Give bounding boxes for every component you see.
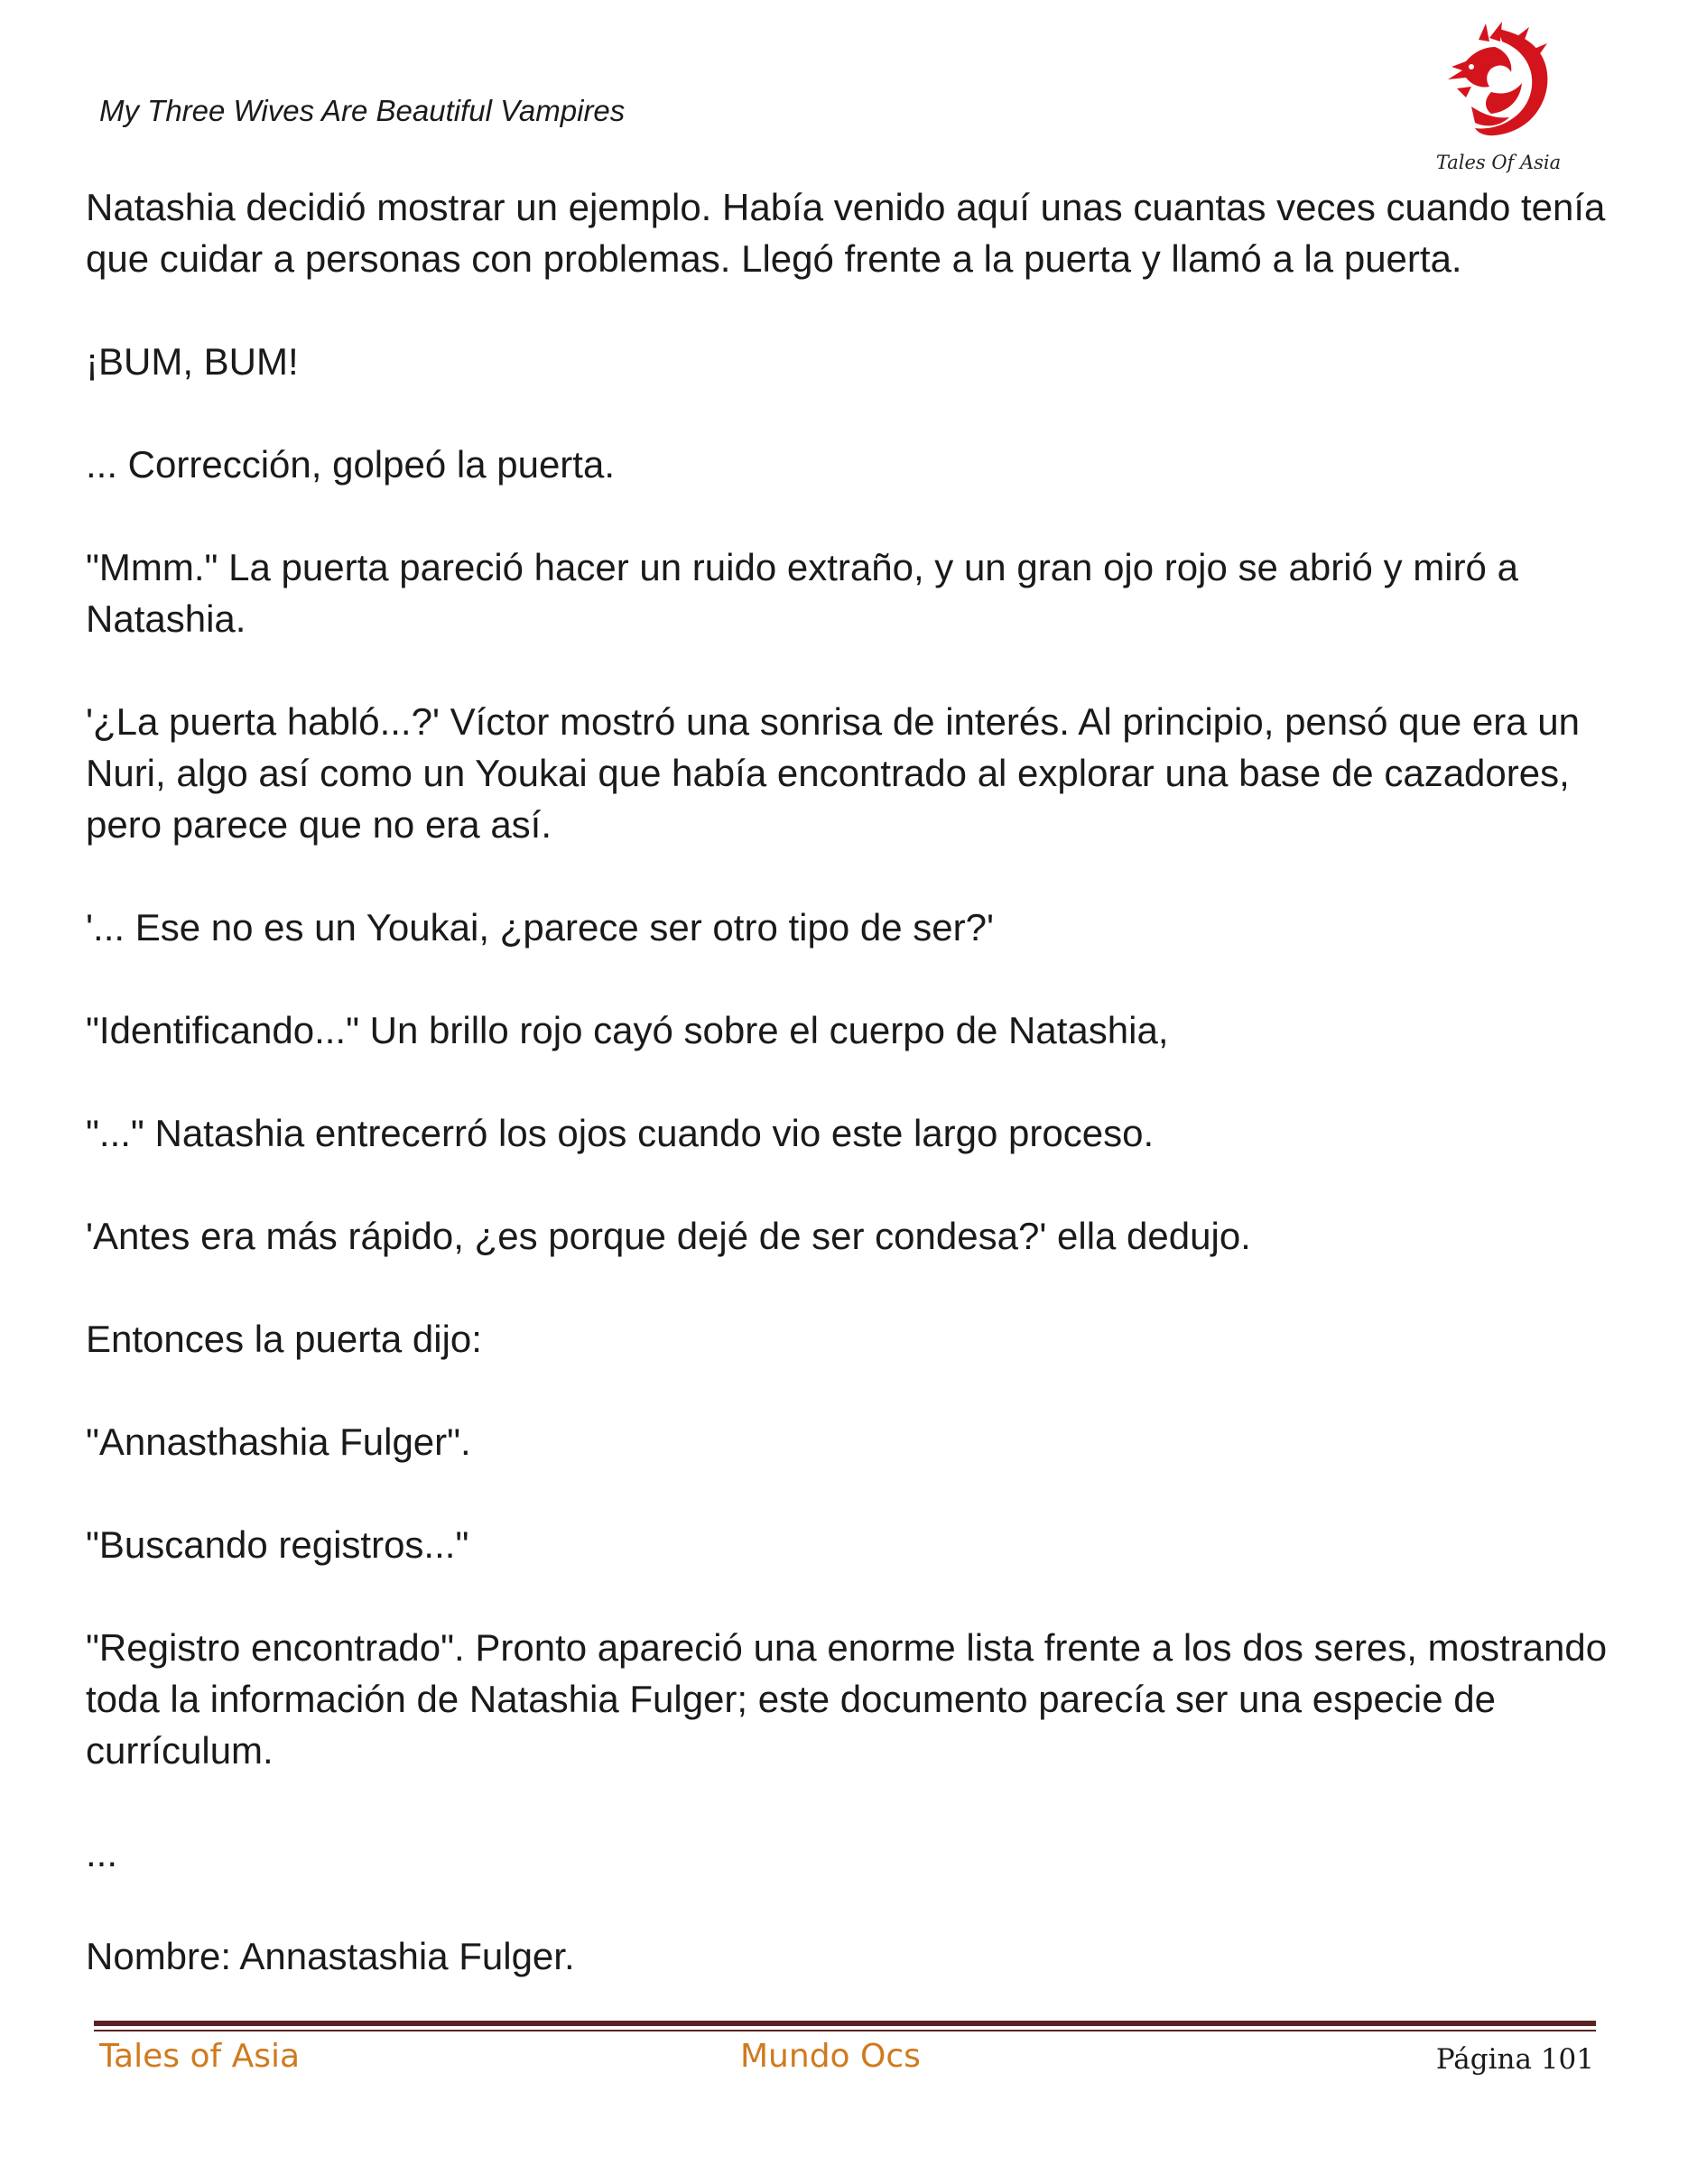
paragraph: "Buscando registros..."	[86, 1523, 469, 1566]
paragraph: "Mmm." La puerta pareció hacer un ruido extraño, y un gran ojo rojo se abrió y miró a Natashia.	[86, 546, 1518, 640]
paragraph: 'Antes era más rápido, ¿es porque dejé de ser condesa?' ella dedujo.	[86, 1215, 1251, 1257]
chapter-body	[86, 181, 1611, 2033]
paragraph: "Identificando..." Un brillo rojo cayó sobre el cuerpo de Natashia,	[86, 1009, 1169, 1051]
paragraph: "Registro encontrado". Pronto apareció una enorme lista frente a los dos seres, mostrando toda la información de Natashia Fulger; este documento parecía ser una especie de currículum.	[86, 1626, 1608, 1772]
paragraph: '... Ese no es un Youkai, ¿parece ser otro tipo de ser?'	[86, 906, 994, 949]
footer-divider-thin	[94, 2030, 1596, 2031]
logo-text: Tales Of Asia	[1435, 152, 1562, 173]
paragraph: Natashia decidió mostrar un ejemplo. Había venido aquí unas cuantas veces cuando tenía que cuidar a personas con problemas. Llegó frente a la puerta y llamó a la puerta.	[86, 186, 1606, 280]
tales-of-asia-logo	[1435, 20, 1562, 182]
page-number: Página 101	[1435, 2043, 1594, 2076]
paragraph: ... Corrección, golpeó la puerta.	[86, 443, 615, 486]
footer-publisher: Tales of Asia	[99, 2038, 301, 2075]
paragraph: Nombre: Annastashia Fulger.	[86, 1935, 575, 1977]
footer-divider	[94, 2021, 1596, 2026]
paragraph: ...	[86, 1832, 118, 1874]
paragraph: ¡BUM, BUM!	[86, 340, 299, 383]
paragraph: '¿La puerta habló...?' Víctor mostró una sonrisa de interés. Al principio, pensó que era un Nuri, algo así como un Youkai que había encontrado al explorar una base de cazadores, pero parece que no era así.	[86, 700, 1581, 846]
running-title: My Three Wives Are Beautiful Vampires	[99, 94, 626, 127]
footer-section: Mundo Ocs	[740, 2038, 921, 2075]
paragraph: "Annasthashia Fulger".	[86, 1421, 471, 1463]
dragon-icon	[1435, 20, 1562, 155]
paragraph: "..." Natashia entrecerró los ojos cuando vio este largo proceso.	[86, 1112, 1155, 1154]
paragraph: Entonces la puerta dijo:	[86, 1318, 482, 1360]
